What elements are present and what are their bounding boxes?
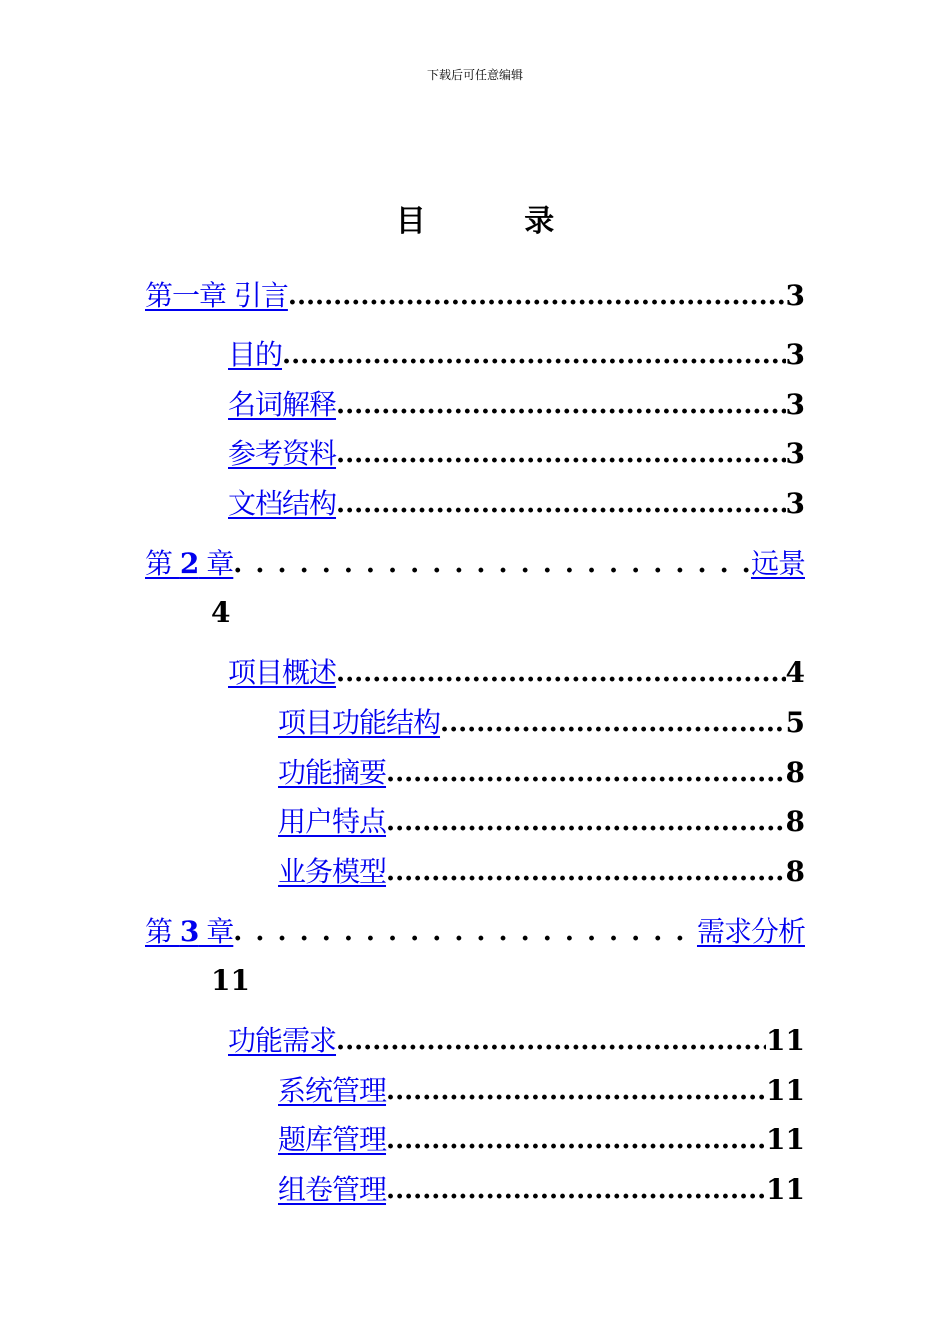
toc-link-function-summary[interactable]: 功能摘要	[278, 756, 387, 789]
toc-link-chapter-1[interactable]: 第一章 引言	[145, 279, 288, 312]
toc-leader	[336, 486, 786, 522]
toc-link-purpose[interactable]: 目的	[228, 338, 283, 371]
toc-entry-business-model	[278, 850, 805, 890]
toc-entry-functional-requirements	[228, 1019, 805, 1059]
toc-leader	[233, 914, 697, 950]
toc-link-chapter-3[interactable]: 第 3 章	[145, 915, 234, 948]
header-note: 下载后可任意编辑	[426, 68, 523, 82]
toc-leader	[336, 1023, 766, 1059]
toc-page-number: 8	[785, 855, 805, 888]
toc-link-system-management[interactable]: 系统管理	[278, 1074, 387, 1107]
toc-page-number: 5	[785, 706, 805, 739]
toc-leader	[386, 1073, 766, 1109]
toc-page-number: 3	[785, 437, 805, 470]
toc-entry-function-summary	[278, 751, 805, 791]
toc-entry-purpose	[228, 333, 805, 373]
toc-link-references[interactable]: 参考资料	[228, 437, 337, 470]
toc-link-vision[interactable]: 远景	[750, 547, 805, 580]
toc-entry-paper-assembly	[278, 1168, 805, 1208]
toc-page-number: 3	[785, 279, 805, 312]
toc-link-paper-assembly[interactable]: 组卷管理	[278, 1173, 387, 1206]
toc-link-requirements-analysis[interactable]: 需求分析	[696, 915, 805, 948]
toc-page-number: 3	[785, 487, 805, 520]
toc-link-business-model[interactable]: 业务模型	[278, 855, 387, 888]
toc-leader	[282, 337, 786, 373]
toc-leader	[336, 436, 786, 472]
toc-entry-references	[228, 432, 805, 472]
toc-leader	[386, 804, 786, 840]
toc-page-number: 4	[211, 596, 231, 629]
toc-page-number: 11	[766, 1173, 805, 1206]
toc-link-question-bank[interactable]: 题库管理	[278, 1123, 387, 1156]
toc-leader	[386, 755, 786, 791]
toc-page-number: 4	[785, 656, 805, 689]
toc-link-chapter-2[interactable]: 第 2 章	[145, 547, 234, 580]
toc-entry-function-structure	[278, 701, 805, 741]
toc-link-function-structure[interactable]: 项目功能结构	[278, 706, 441, 739]
toc-entry-chapter-3	[145, 910, 805, 950]
toc-page-number: 11	[766, 1074, 805, 1107]
toc-page-number: 8	[785, 756, 805, 789]
toc-page-number: 8	[785, 805, 805, 838]
toc-page-number: 11	[766, 1024, 805, 1057]
toc-link-glossary[interactable]: 名词解释	[228, 388, 337, 421]
toc-link-doc-structure[interactable]: 文档结构	[228, 487, 337, 520]
toc-entry-glossary	[228, 383, 805, 423]
toc-link-project-overview[interactable]: 项目概述	[228, 656, 337, 689]
toc-entry-chapter-2	[145, 542, 805, 582]
toc-page-number: 11	[211, 964, 250, 997]
toc-page-number: 11	[766, 1123, 805, 1156]
toc-leader	[386, 1172, 766, 1208]
toc-title: 目 录	[395, 204, 599, 239]
toc-entry-project-overview	[228, 651, 805, 691]
toc-link-user-characteristics[interactable]: 用户特点	[278, 805, 387, 838]
toc-page-number: 3	[785, 388, 805, 421]
toc-leader	[336, 655, 786, 691]
toc-leader	[233, 546, 751, 582]
toc-link-functional-requirements[interactable]: 功能需求	[228, 1024, 337, 1057]
toc-leader	[288, 278, 786, 314]
toc-leader	[336, 387, 786, 423]
toc-entry-system-management	[278, 1069, 805, 1109]
toc-leader	[386, 854, 786, 890]
toc-entry-user-characteristics	[278, 800, 805, 840]
toc-leader	[386, 1122, 766, 1158]
toc-entry-chapter-1	[145, 274, 805, 314]
toc-entry-doc-structure	[228, 482, 805, 522]
toc-leader	[440, 705, 786, 741]
toc-entry-question-bank	[278, 1118, 805, 1158]
toc-page-number: 3	[785, 338, 805, 371]
